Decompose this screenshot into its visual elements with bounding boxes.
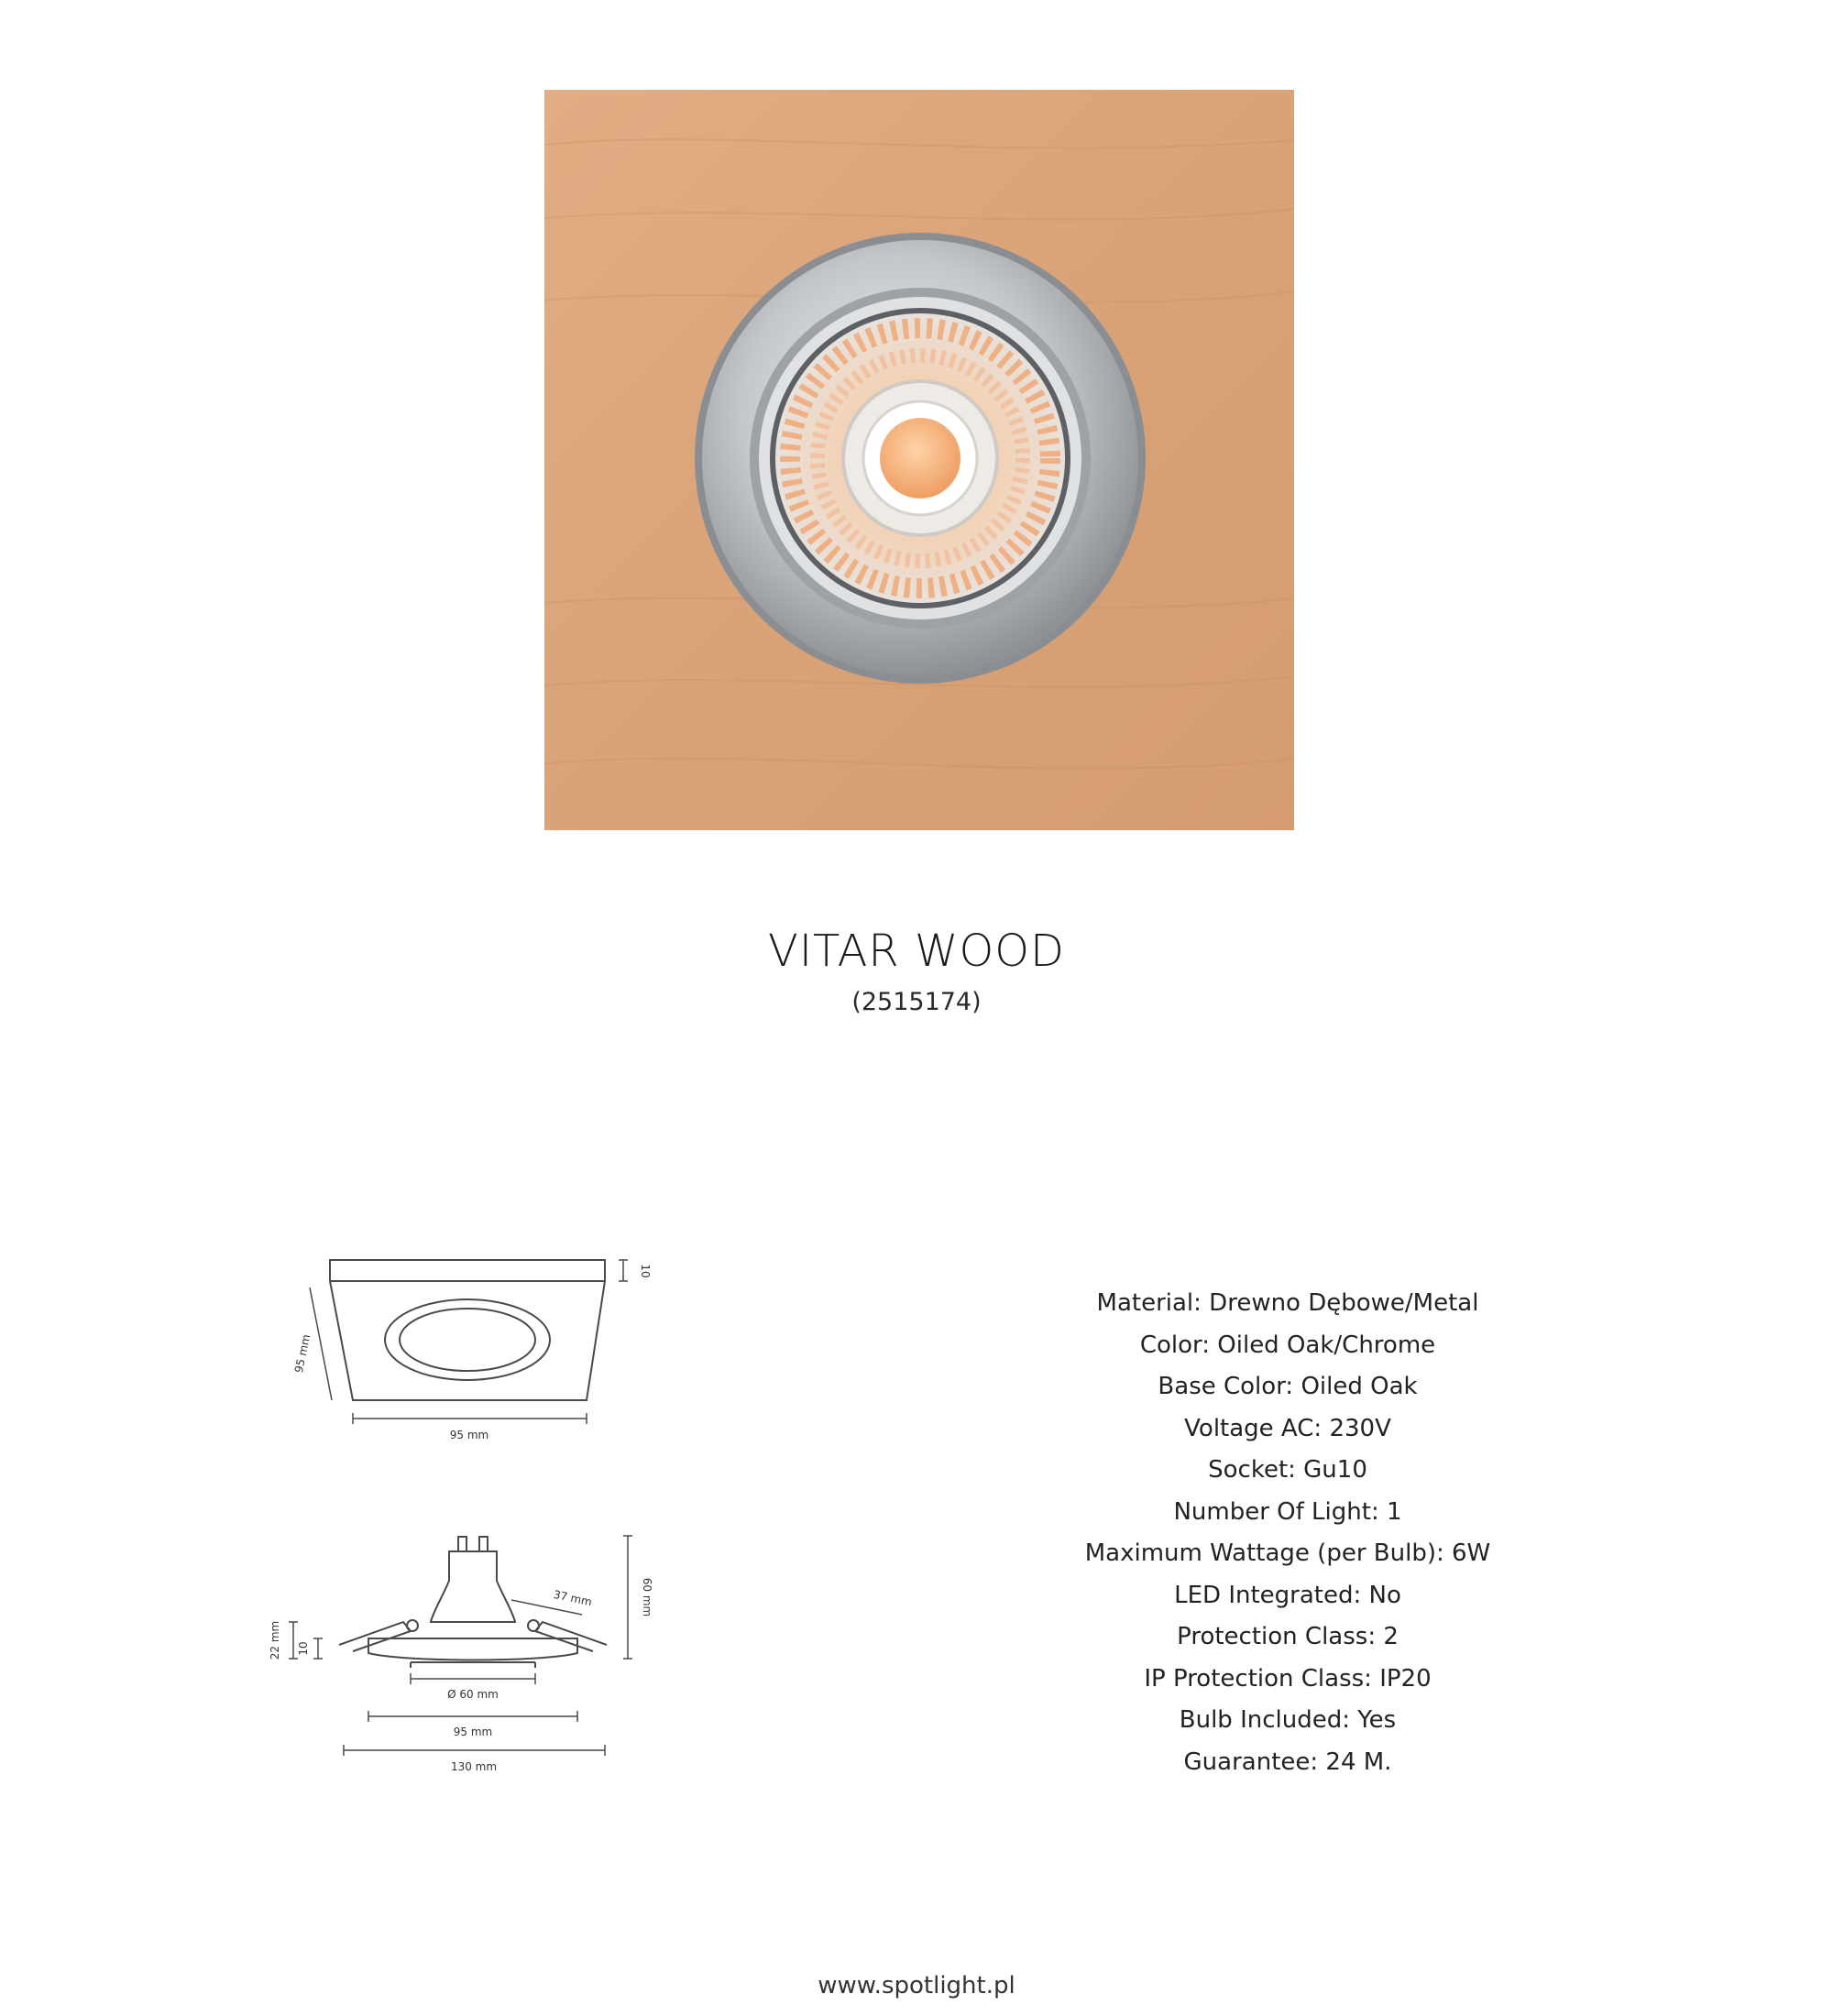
dim-frame-width-label: 95 mm (453, 1726, 493, 1738)
dim-total-width-label: 130 mm (450, 1760, 498, 1773)
spec-item-protection-class: Protection Class: 2 (1177, 1623, 1399, 1650)
product-photo-svg (544, 90, 1294, 830)
spec-item-voltage: Voltage AC: 230V (1184, 1414, 1391, 1442)
spec-item-led-integrated: LED Integrated: No (1174, 1581, 1401, 1609)
spec-list (1008, 1283, 1567, 1783)
ring-outer (385, 1299, 550, 1380)
spec-item-ip-class: IP Protection Class: IP20 (1144, 1664, 1432, 1693)
dim-diameter-label: Ø 60 mm (447, 1688, 499, 1701)
spec-item-socket: Socket: Gu10 (1208, 1456, 1367, 1484)
led-chip (880, 418, 960, 499)
product-photo (544, 90, 1294, 830)
frame-body (368, 1638, 577, 1660)
product-code: (2515174) (851, 987, 982, 1016)
spec-item-material: Material: Drewno Dębowe/Metal (1096, 1289, 1479, 1317)
dim-left-height-label: 22 mm (269, 1620, 281, 1660)
spec-item-number-of-light: Number Of Light: 1 (1173, 1497, 1402, 1526)
spec-item-max-wattage: Maximum Wattage (per Bulb): 6W (1084, 1539, 1491, 1567)
dim-bulb-label: 37 mm (552, 1587, 594, 1609)
spec-item-guarantee: Guarantee: 24 M. (1183, 1748, 1392, 1776)
ring-inner (400, 1309, 535, 1371)
dim-height-label: 10 (639, 1264, 652, 1278)
product-title-block (0, 926, 1833, 1016)
technical-drawing-side (266, 1530, 669, 1796)
bulb-outline (431, 1551, 515, 1622)
technical-drawing-top (266, 1246, 669, 1457)
footer-url: www.spotlight.pl (818, 1972, 1015, 2000)
spec-item-color: Color: Oiled Oak/Chrome (1139, 1331, 1436, 1359)
dim-left-frame-label: 10 (297, 1641, 310, 1656)
dim-width-label: 95 mm (449, 1429, 489, 1441)
spring-right (535, 1622, 607, 1651)
product-name: VITAR WOOD (767, 926, 1065, 977)
spec-item-base-color: Base Color: Oiled Oak (1158, 1373, 1418, 1400)
spring-left (339, 1622, 411, 1651)
dim-depth-label: 95 mm (291, 1332, 313, 1375)
spec-item-bulb-included: Bulb Included: Yes (1179, 1706, 1397, 1734)
dim-total-height-label: 60 mm (641, 1577, 653, 1617)
